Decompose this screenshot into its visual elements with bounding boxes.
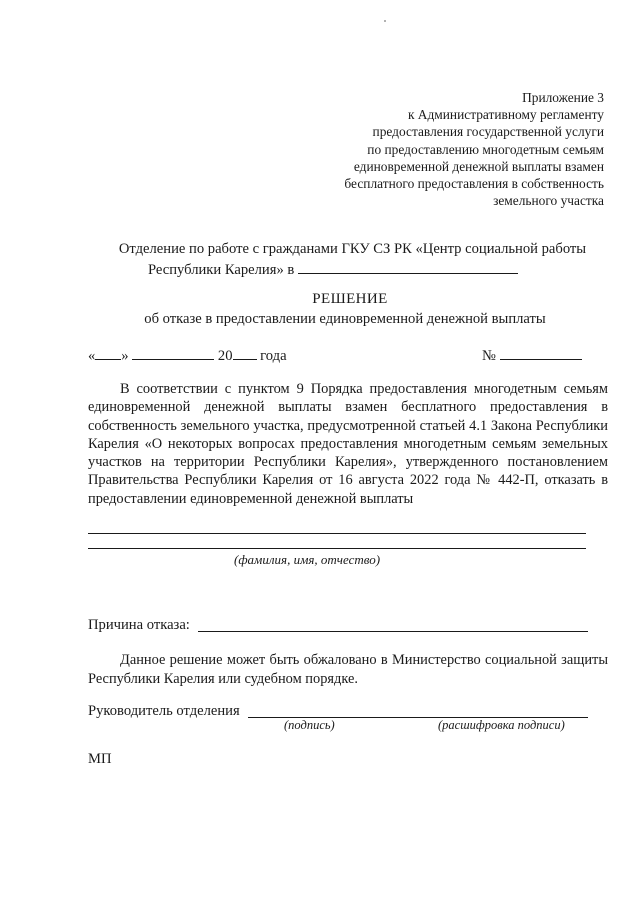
appendix-header [284, 89, 604, 209]
year-suffix: года [260, 348, 287, 364]
appendix-line: Приложение 3 [522, 90, 604, 105]
organization-block [60, 240, 640, 279]
stamp-label: МП [88, 751, 112, 767]
recipient-line-2 [88, 548, 586, 549]
body-section [88, 380, 608, 508]
day-blank [95, 345, 121, 360]
head-label: Руководитель отделения [88, 703, 240, 719]
year-prefix: 20 [217, 348, 233, 364]
date-close-quote: » [121, 348, 129, 364]
scan-speck [384, 20, 386, 22]
body-paragraph: В соответствии с пунктом 9 Порядка предоставления многодетным семьям единовременной денежной выплаты взамен бесплатного предоставления в собственность земельного участка, предусмотренной статьей 4.1 Закона Республики Карелия «О некоторых вопросах предоставления многодетным семьям земельных участков на территории Республики Карелия», утвержденного постановлением Правительства Республики Карелия от 16 августа 2022 года № 442-П, отказать в предоставлении единовременной денежной выплаты [88, 381, 608, 507]
appeal-text: Данное решение может быть обжаловано в Министерство социальной защиты Республики Карелия или судебном порядке. [88, 652, 608, 687]
reason-label: Причина отказа: [88, 617, 190, 633]
appendix-line: предоставления государственной услуги [372, 124, 604, 140]
reason-line [198, 631, 588, 632]
fio-caption: (фамилия, имя, отчество) [234, 552, 381, 567]
appendix-line: к Административному регламенту [407, 107, 604, 123]
number-line [482, 345, 582, 365]
decision-subtitle: об отказе в предоставлении единовременной денежной выплаты [144, 311, 546, 327]
recipient-line-1 [88, 533, 586, 534]
signature-caption: (подпись) [284, 718, 335, 732]
month-blank [132, 345, 214, 360]
organization-line-2 [60, 259, 640, 280]
organization-blank [298, 259, 518, 274]
organization-line-1: Отделение по работе с гражданами ГКУ СЗ РК «Центр социальной работы [118, 241, 587, 257]
year-blank [233, 345, 257, 360]
number-blank [500, 345, 582, 360]
decision-title: РЕШЕНИЕ [312, 291, 388, 307]
appendix-line: бесплатного предоставления в собственность [344, 176, 604, 192]
number-sign: № [482, 348, 496, 364]
appendix-line: по предоставлению многодетным семьям [367, 141, 604, 157]
date-open-quote: « [88, 348, 96, 364]
decode-caption: (расшифровка подписи) [438, 718, 565, 732]
date-line [88, 345, 287, 365]
appendix-line: единовременной денежной выплаты взамен [353, 158, 604, 174]
appendix-line: земельного участка [493, 193, 604, 209]
organization-line-2-text: Республики Карелия» в [148, 261, 295, 278]
